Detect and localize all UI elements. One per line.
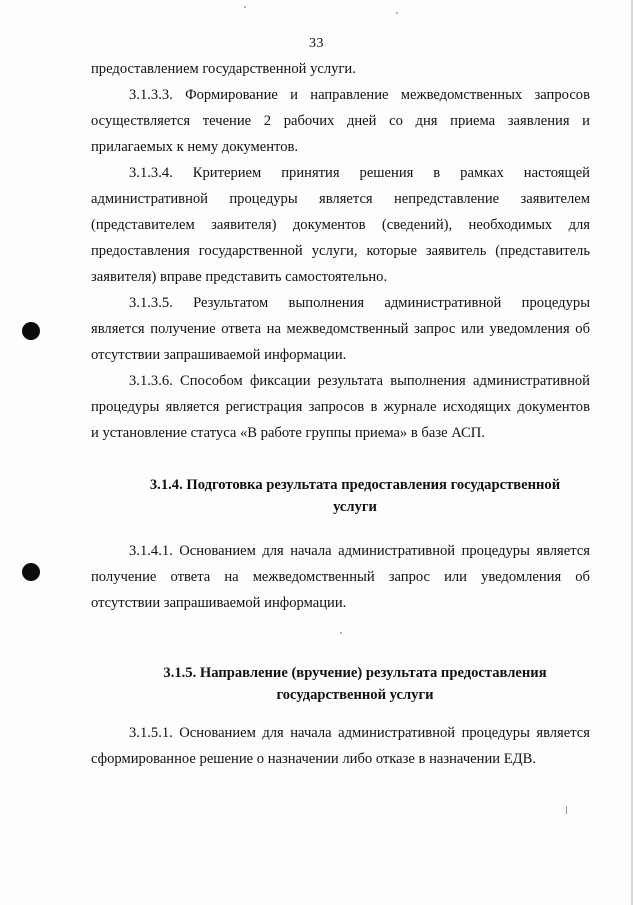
paragraph-3-1-3-6 [91,368,590,446]
paragraph-line: и установление статуса «В работе группы приема» в базе АСП. [91,425,485,441]
scan-speck [566,806,567,814]
paragraph-line: 3.1.3.6. Способом фиксации результата выполнения административной [129,373,590,389]
paragraph-line: административной процедуры является непредставление заявителем [91,191,590,207]
paragraph-line: предоставлением государственной услуги. [91,61,356,77]
scan-speck [340,632,342,634]
paragraph-line: сформированное решение о назначении либо отказе в назначении ЕДВ. [91,751,536,767]
paragraph-3-1-3-4 [91,160,590,290]
scan-speck [244,6,246,8]
paragraph-line: 3.1.3.3. Формирование и направление межведомственных запросов [129,87,590,103]
heading-line: услуги [333,499,377,515]
paragraph-line: 3.1.3.5. Результатом выполнения административной процедуры [129,295,590,311]
heading-line: государственной услуги [276,687,434,703]
paragraph-line: является получение ответа на межведомственный запрос или уведомления об [91,321,590,337]
paragraph-line: осуществляется течение 2 рабочих дней со дня приема заявления и [91,113,590,129]
paragraph-3-1-3-3 [91,82,590,160]
paragraph-line: предоставления государственной услуги, которые заявитель (представитель [91,243,590,259]
punch-hole-mark [22,563,40,581]
paragraph-continuation [91,56,590,82]
paragraph-line: прилагаемых к нему документов. [91,139,299,155]
paragraph-line: получение ответа на межведомственный запрос или уведомления об [91,569,590,585]
punch-hole-mark [22,322,40,340]
scan-speck [396,12,398,14]
paragraph-line: отсутствии запрашиваемой информации. [91,347,347,363]
paragraph-line: 3.1.3.4. Критерием принятия решения в рамках настоящей [129,165,590,181]
heading-line: 3.1.5. Направление (вручение) результата предоставления [163,665,547,681]
paragraph-3-1-5-1 [91,720,590,772]
paragraph-line: отсутствии запрашиваемой информации. [91,595,347,611]
paragraph-line: 3.1.5.1. Основанием для начала административной процедуры является [129,725,590,741]
paragraph-3-1-4-1 [91,538,590,616]
section-heading-3-1-4 [120,474,590,518]
section-heading-3-1-5 [120,662,590,706]
paragraph-line: процедуры является регистрация запросов в журнале исходящих документов [91,399,590,415]
paragraph-3-1-3-5 [91,290,590,368]
paragraph-line: (представителем заявителя) документов (сведений), необходимых для [91,217,590,233]
paragraph-line: 3.1.4.1. Основанием для начала административной процедуры является [129,543,590,559]
heading-line: 3.1.4. Подготовка результата предоставления государственной [149,477,561,493]
page-number: 33 [309,36,324,51]
paragraph-line: заявителя) вправе представить самостоятельно. [91,269,388,285]
